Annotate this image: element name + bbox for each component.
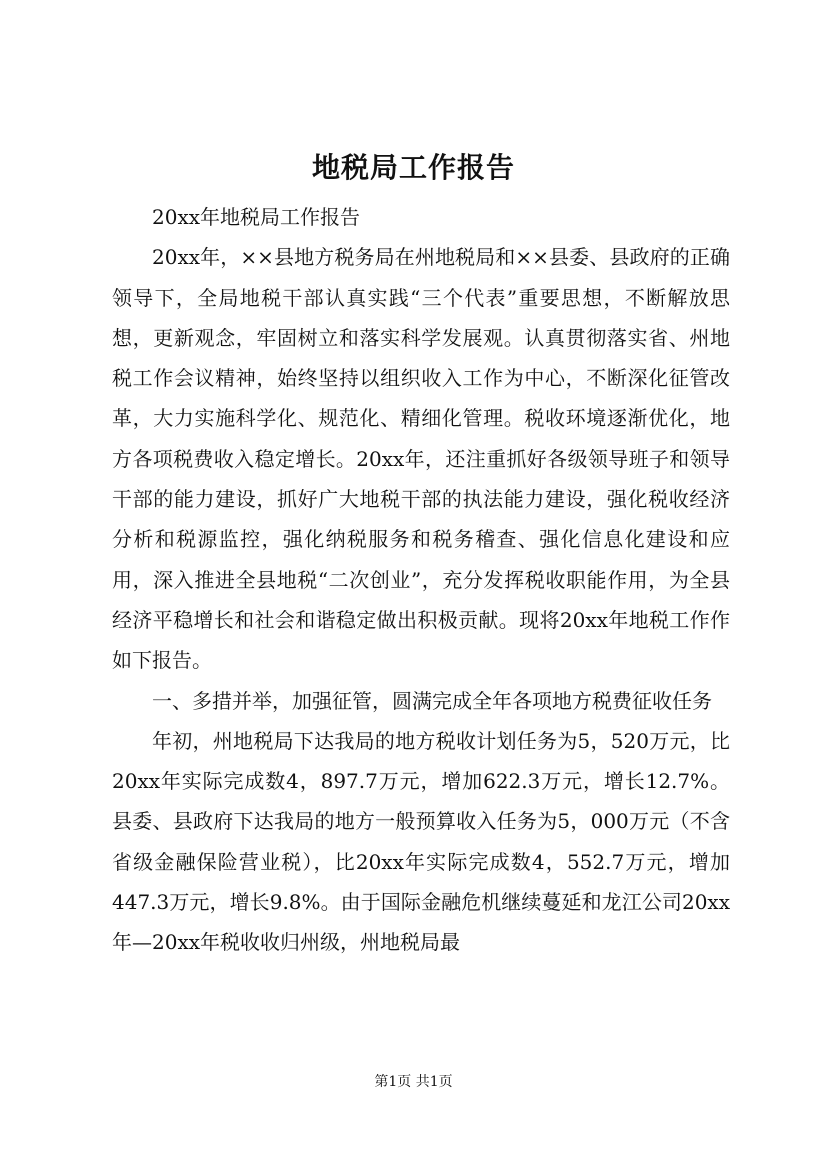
page-footer: 第1页 共1页 bbox=[374, 1074, 453, 1090]
document-subtitle: 20xx年地税局工作报告 bbox=[152, 205, 361, 229]
paragraph-tax-task: 年初，州地税局下达我局的地方税收计划任务为5，520万元，比20xx年实际完成数4，897.7万元，增加622.3万元，增长12.7%。县委、县政府下达我局的地方一般预算收入任务为5，000万元（不含省级金融保险营业税），比20xx年实际完成数4，552.7万元，增加447.3万元，增长9.8%。由于国际金融危机继续蔓延和龙江公司20xx年—20xx年税收收归州级，州地税局最 bbox=[112, 728, 730, 955]
section-heading: 一、多措并举，加强征管，圆满完成全年各项地方税费征收任务 bbox=[152, 688, 712, 713]
document-body bbox=[112, 197, 730, 963]
paragraph-intro: 20xx年，××县地方税务局在州地税局和××县委、县政府的正确领导下，全局地税干部认真实践“三个代表”重要思想，不断解放思想，更新观念，牢固树立和落实科学发展观。认真贯彻落实省、州地税工作会议精神，始终坚持以组织收入工作为中心，不断深化征管改革，大力实施科学化、规范化、精细化管理。税收环境逐渐优化，地方各项税费收入稳定增长。20xx年，还注重抓好各级领导班子和领导干部的能力建设，抓好广大地税干部的执法能力建设，强化税收经济分析和税源监控，强化纳税服务和税务稽查、强化信息化建设和应用，深入推进全县地税“二次创业”，充分发挥税收职能作用，为全县经济平稳增长和社会和谐稳定做出积极贡献。现将20xx年地税工作作如下报告。 bbox=[112, 245, 730, 673]
document-title: 地税局工作报告 bbox=[311, 151, 515, 184]
